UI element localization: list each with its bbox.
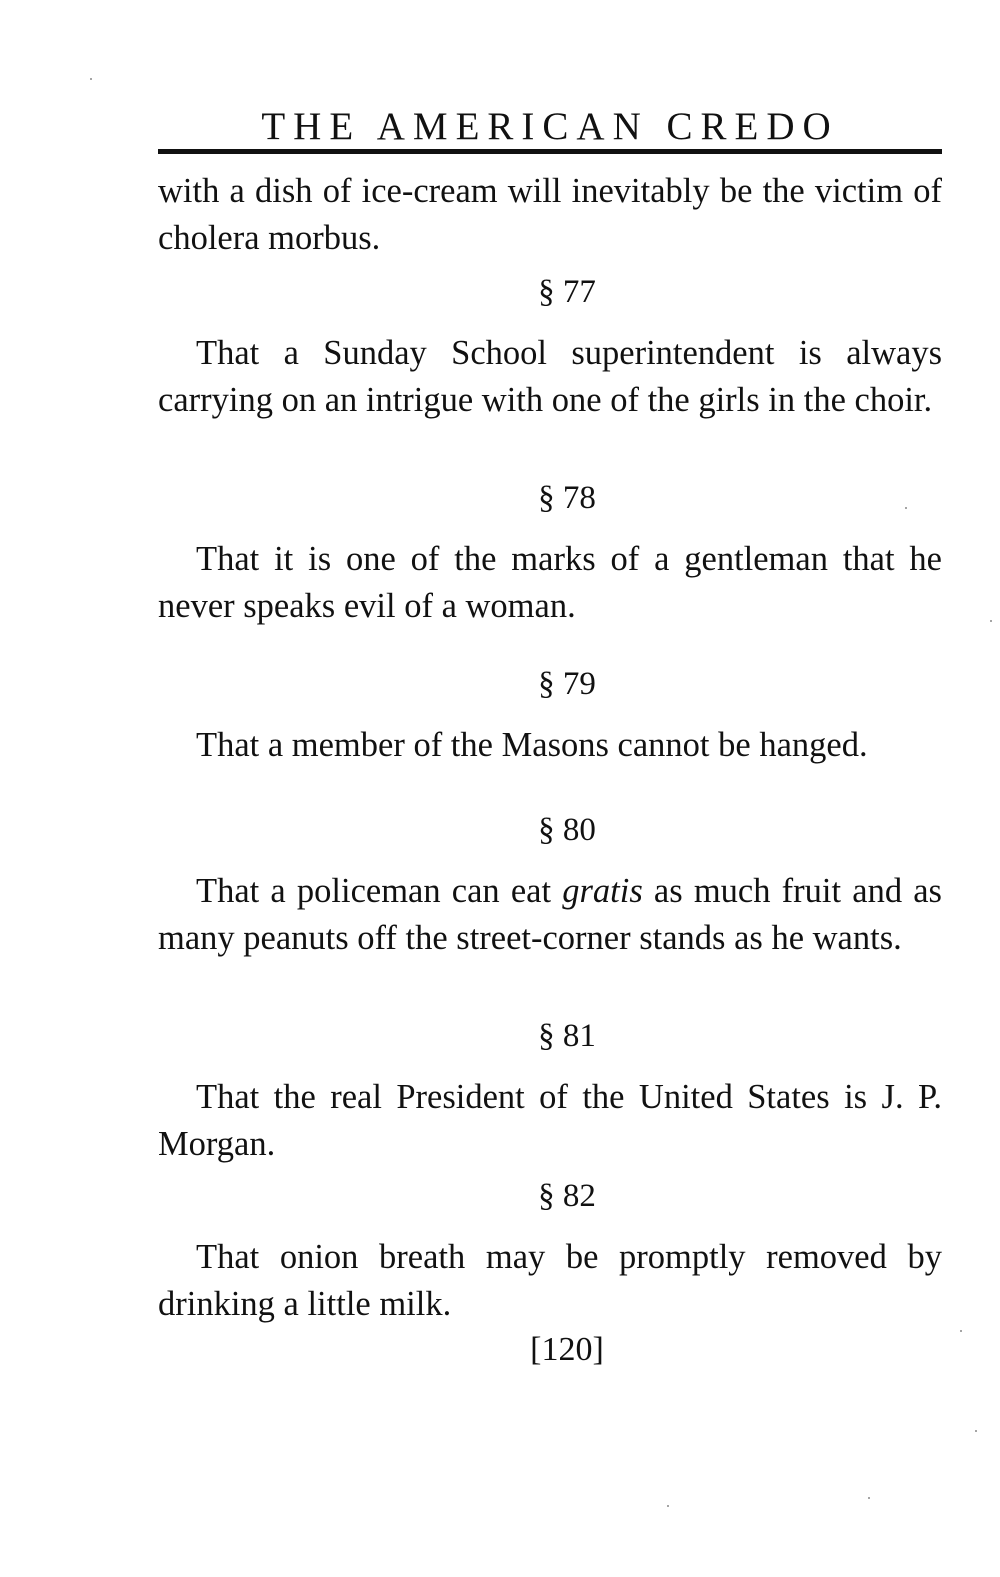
section-mark-77: § 77 (538, 274, 596, 310)
paragraph-80-end: as much fruit and as many peanuts off the street-corner stands as he wants. (158, 872, 942, 957)
head-rule (158, 149, 942, 154)
scan-speck (975, 1430, 977, 1432)
running-head: THE AMERICAN CREDO (261, 105, 839, 148)
continuation-paragraph: with a dish of ice-cream will inevitably be the victim of cholera morbus. (158, 172, 942, 257)
paragraph-77: That a Sunday School superintendent is always carrying on an intrigue with one of the girls in the choir. (158, 334, 942, 419)
scan-speck (905, 507, 907, 509)
paragraph-78: That it is one of the marks of a gentleman that he never speaks evil of a woman. (158, 540, 942, 625)
section-mark-78: § 78 (538, 480, 596, 516)
scan-speck (90, 78, 92, 80)
scan-speck (667, 1505, 669, 1507)
scan-speck (960, 1330, 962, 1332)
section-mark-82: § 82 (538, 1178, 596, 1214)
paragraph-80 (158, 868, 942, 962)
page-number: [120] (530, 1331, 604, 1368)
paragraph-79: That a member of the Masons cannot be hanged. (196, 726, 868, 764)
section-mark-79: § 79 (538, 666, 596, 702)
scan-speck (990, 620, 992, 622)
scan-speck (868, 1497, 870, 1499)
paragraph-80-start: That a policeman can eat (196, 872, 563, 910)
paragraph-82: That onion breath may be promptly removed by drinking a little milk. (158, 1238, 942, 1323)
paragraph-81: That the real President of the United States is J. P. Morgan. (158, 1078, 942, 1163)
section-mark-81: § 81 (538, 1018, 596, 1054)
section-mark-80: § 80 (538, 812, 596, 848)
paragraph-80-italic: gratis (562, 872, 643, 910)
